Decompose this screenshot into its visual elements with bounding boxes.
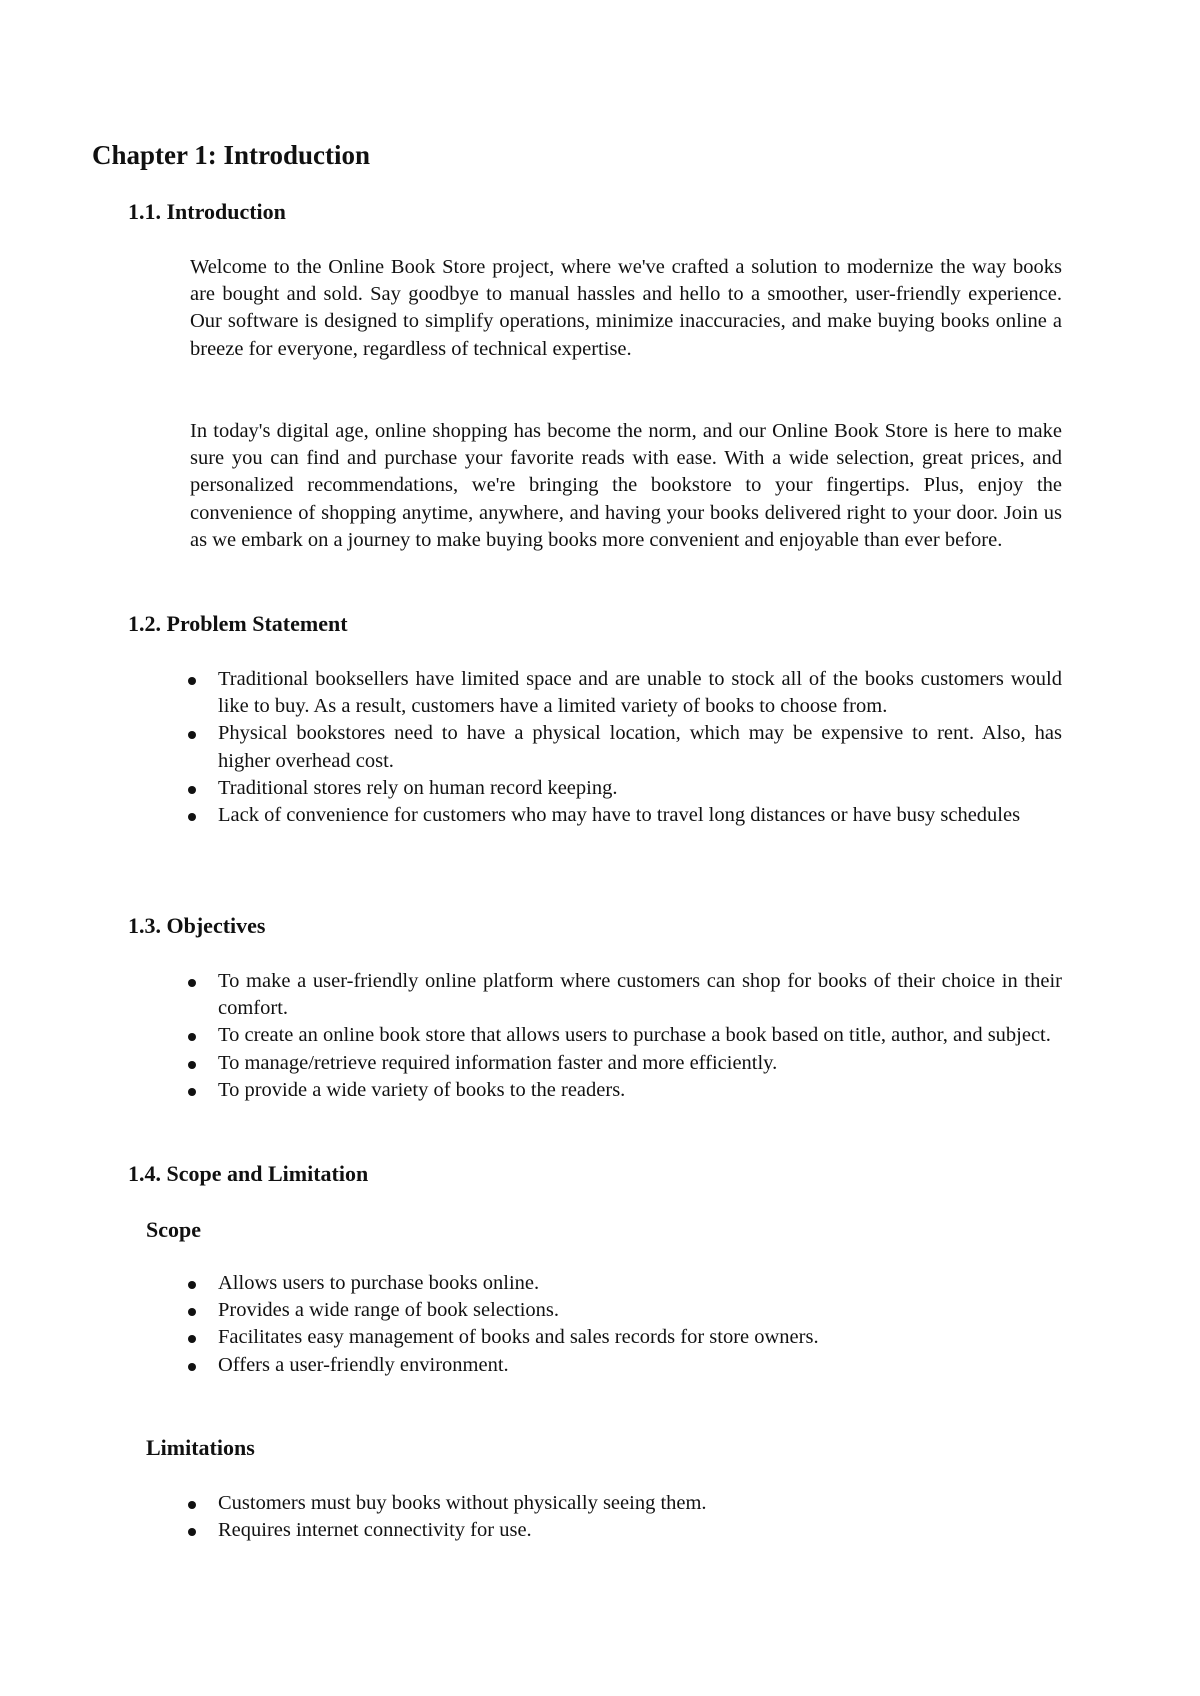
list-item [190, 1022, 1062, 1049]
section-heading-introduction: 1.1. Introduction [128, 199, 286, 224]
bullet-icon [188, 1528, 196, 1536]
section-heading-scope-limitation: 1.4. Scope and Limitation [128, 1161, 369, 1186]
list-item [190, 1352, 1062, 1379]
bullet-icon [188, 813, 196, 821]
bullet-icon [188, 1363, 196, 1371]
chapter-title: Chapter 1: Introduction [92, 140, 371, 170]
list-item-text: Traditional booksellers have limited space and are unable to stock all of the books customers would like to buy. As a result, customers have a limited variety of books to choose from. [218, 668, 1062, 718]
limitations-list [190, 1490, 1062, 1544]
list-item [190, 1050, 1062, 1077]
list-item-text: Offers a user-friendly environment. [218, 1353, 509, 1376]
list-item [190, 1324, 1062, 1351]
problem-statement-list [190, 666, 1062, 829]
bullet-icon [188, 1281, 196, 1289]
list-item-text: Traditional stores rely on human record keeping. [218, 776, 618, 799]
list-item-text: Physical bookstores need to have a physical location, which may be expensive to rent. Also, has higher overhead cost. [218, 722, 1062, 772]
bullet-icon [188, 1088, 196, 1096]
scope-list [190, 1270, 1062, 1379]
objectives-list [190, 968, 1062, 1104]
intro-paragraph-1: Welcome to the Online Book Store project, where we've crafted a solution to modernize the way books are bought and sold. Say goodbye to manual hassles and hello to a smoother, user-friendly experience. Our software is designed to simplify operations, minimize inaccuracies, and make buying books online a breeze for everyone, regardless of technical expertise. [190, 256, 1062, 360]
list-item-text: To provide a wide variety of books to the readers. [218, 1078, 626, 1101]
list-item [190, 1297, 1062, 1324]
bullet-icon [188, 786, 196, 794]
list-item-text: To make a user-friendly online platform where customers can shop for books of their choice in their comfort. [218, 970, 1062, 1020]
list-item [190, 775, 1062, 802]
bullet-icon [188, 677, 196, 685]
list-item-text: Facilitates easy management of books and sales records for store owners. [218, 1326, 819, 1349]
list-item [190, 1270, 1062, 1297]
section-heading-problem-statement: 1.2. Problem Statement [128, 611, 348, 636]
bullet-icon [188, 979, 196, 987]
list-item [190, 1077, 1062, 1104]
bullet-icon [188, 1061, 196, 1069]
list-item-text: Customers must buy books without physically seeing them. [218, 1492, 707, 1514]
list-item [190, 720, 1062, 774]
list-item [190, 1517, 1062, 1544]
bullet-icon [188, 1335, 196, 1343]
list-item-text: Provides a wide range of book selections. [218, 1299, 560, 1322]
section-heading-objectives: 1.3. Objectives [128, 913, 266, 938]
list-item-text: Allows users to purchase books online. [218, 1272, 540, 1294]
list-item [190, 1490, 1062, 1517]
intro-paragraph-2: In today's digital age, online shopping has become the norm, and our Online Book Store is here to make sure you can find and purchase your favorite reads with ease. With a wide selection, great prices, and personalized recommendations, we're bringing the bookstore to your fingertips. Plus, enjoy the convenience of shopping anytime, anywhere, and having your books delivered right to your door. Join us as we embark on a journey to make buying books more convenient and enjoyable than ever before. [190, 420, 1062, 551]
sub-heading-limitations: Limitations [146, 1435, 255, 1460]
bullet-icon [188, 1501, 196, 1509]
list-item-text: Lack of convenience for customers who may have to travel long distances or have busy schedules [218, 804, 1021, 827]
bullet-icon [188, 1308, 196, 1316]
bullet-icon [188, 731, 196, 739]
sub-heading-scope: Scope [146, 1217, 201, 1242]
bullet-icon [188, 1033, 196, 1041]
list-item-text: Requires internet connectivity for use. [218, 1519, 532, 1542]
list-item [190, 666, 1062, 720]
list-item-text: To create an online book store that allows users to purchase a book based on title, author, and subject. [218, 1024, 1051, 1047]
list-item-text: To manage/retrieve required information faster and more efficiently. [218, 1051, 778, 1074]
list-item [190, 802, 1062, 829]
list-item [190, 968, 1062, 1022]
